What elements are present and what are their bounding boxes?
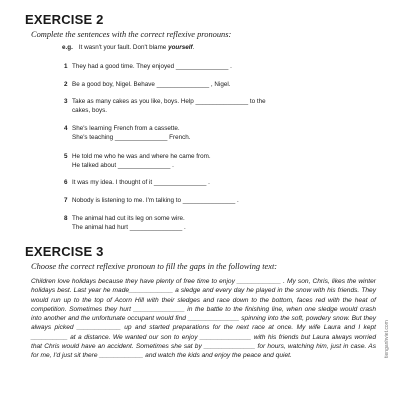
- example-answer: yourself: [168, 44, 193, 51]
- item-number: 7: [64, 197, 68, 204]
- item-number: 3: [64, 98, 68, 105]
- example-end: .: [192, 44, 195, 51]
- site-watermark: tienganhviet.com: [384, 320, 390, 358]
- exercise-2-item: [64, 80, 364, 89]
- exercise-3-title: EXERCISE 3: [25, 244, 104, 259]
- item-text: They had a good time. They enjoyed _______________ .: [72, 63, 232, 70]
- item-text: Be a good boy, Nigel. Behave _______________ , Nigel.: [72, 81, 231, 88]
- item-text: It was my idea. I thought of it _______________ .: [72, 179, 210, 186]
- exercise-2-item: [64, 124, 364, 142]
- example-marker: e.g.: [62, 44, 73, 51]
- item-number: 5: [64, 153, 68, 160]
- item-number: 6: [64, 179, 68, 186]
- exercise-2-item: [64, 178, 364, 187]
- exercise-2-instruction: Complete the sentences with the correct reflexive pronouns:: [31, 30, 232, 39]
- item-number: 2: [64, 81, 68, 88]
- exercise-2-item: [64, 97, 364, 115]
- exercise-2-item: [64, 214, 364, 232]
- item-text: He told me who he was and where he came from. He talked about _______________ .: [72, 153, 211, 169]
- example-sentence: [62, 44, 194, 52]
- item-text: The animal had cut its leg on some wire. The animal had hurt _______________ .: [72, 215, 186, 231]
- exercise-3-instruction: Choose the correct reflexive pronoun to fill the gaps in the following text:: [31, 262, 278, 271]
- item-text: Take as many cakes as you like, boys. Help _______________ to the cakes, boys.: [72, 98, 266, 114]
- item-number: 8: [64, 215, 68, 222]
- exercise-2-item: [64, 196, 364, 205]
- exercise-2-title: EXERCISE 2: [25, 12, 104, 27]
- item-number: 4: [64, 125, 68, 132]
- item-text: She's learning French from a cassette. She's teaching _______________ French.: [72, 125, 191, 141]
- example-text: It wasn't your fault. Don't blame: [78, 44, 169, 51]
- exercise-2-item: [64, 62, 364, 71]
- item-number: 1: [64, 63, 68, 70]
- item-text: Nobody is listening to me. I'm talking to _______________ .: [72, 197, 239, 204]
- exercise-3-paragraph: Children love holidays because they have plenty of free time to enjoy ____________ . My son, Chris, likes the winter holidays best. Last year he made____________ a sledge and every day he played in the snow with his friends. They would run up to the top of Acorn Hill with their sledges and race down to the bottom, faces red with the heat of competition. Sometimes they hurt ______________ in the battle to the finishing line, when one sledge would crash into another and the unfortunate occupant would find ______________ spinning into the soft, powdery snow. But they always picked ____________ up and started preparations for the next race at once. My wife Laura and I kept __________ at a distance. We wanted our son to enjoy ______________ with his friends but Laura always worried that Chris would have an accident. Sometimes she sat by ______________ for hours, watching him, just in case. As for me, I'd just sit there ____________ and watch the kids and enjoy the peace and quiet.: [31, 278, 376, 360]
- exercise-2-item: [64, 152, 364, 170]
